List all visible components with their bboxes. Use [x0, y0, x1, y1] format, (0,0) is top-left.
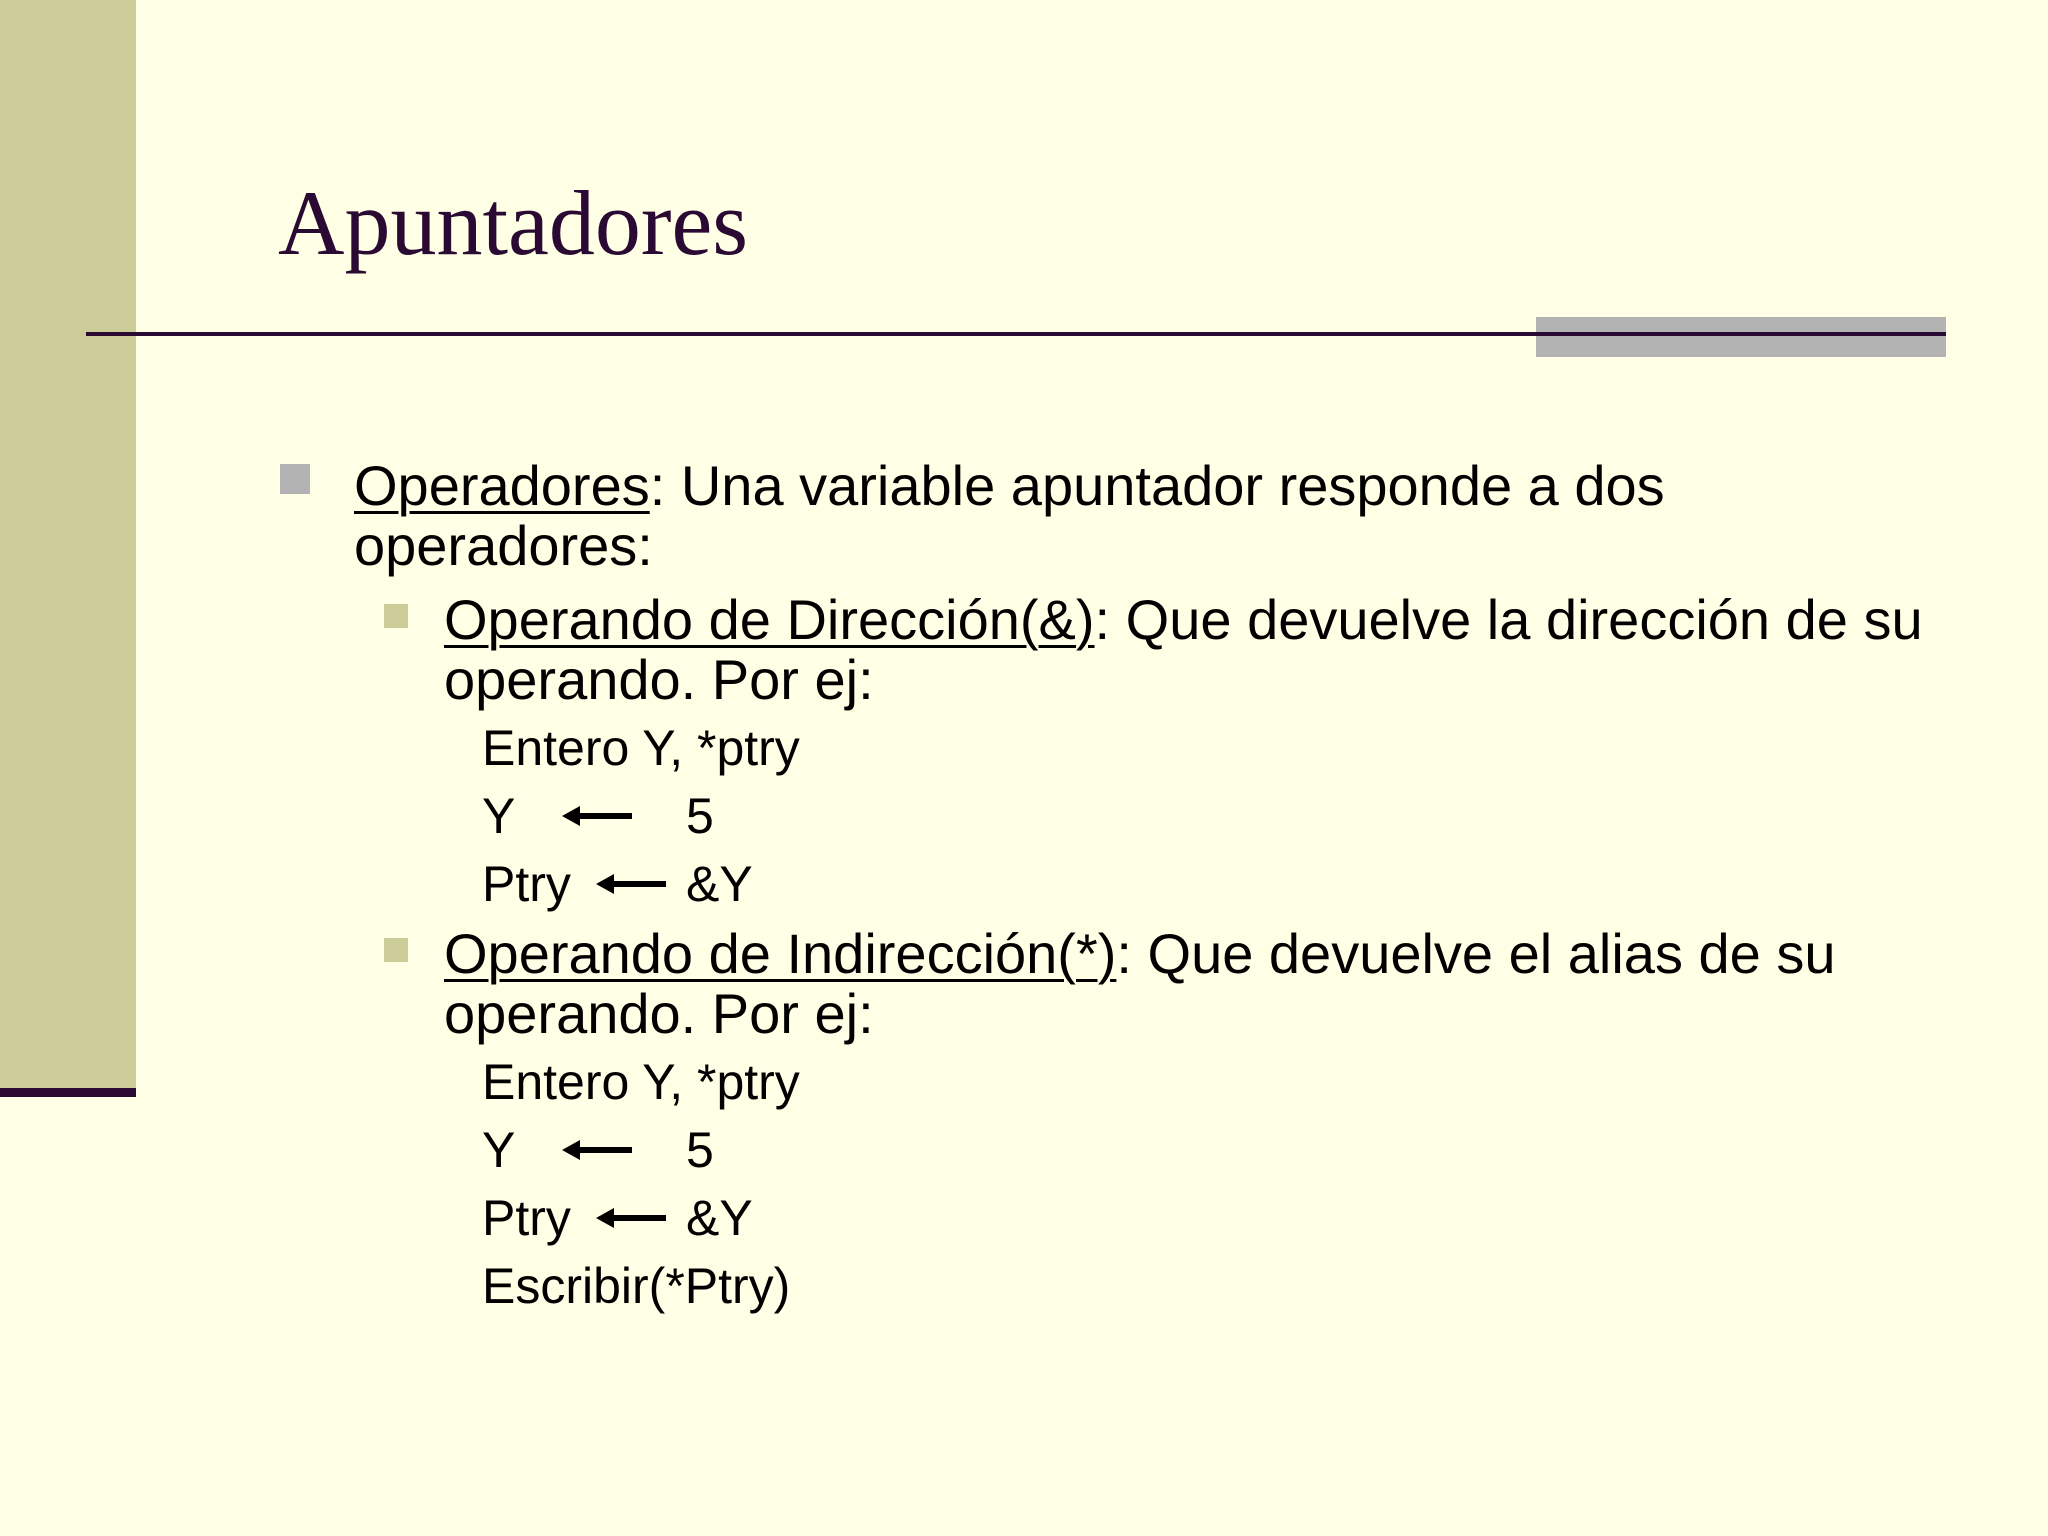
code-var: Ptry — [482, 1190, 571, 1246]
code-line: Entero Y, *ptry — [482, 720, 800, 776]
code-line: Entero Y, *ptry — [482, 1054, 800, 1110]
code-value: &Y — [686, 1190, 753, 1246]
code-value: &Y — [686, 856, 753, 912]
bullet-operadores-text: : Una variable apuntador responde a dos — [649, 454, 1665, 517]
sub-bullet-direccion — [444, 590, 1923, 650]
code-var: Y — [482, 788, 516, 844]
term-direccion: Operando de Dirección(&) — [444, 588, 1095, 651]
code-var: Ptry — [482, 856, 571, 912]
square-bullet-icon — [280, 464, 310, 494]
left-arrow-icon — [596, 872, 666, 896]
slide-title: Apuntadores — [278, 172, 749, 274]
sub-bullet-indireccion — [444, 924, 1836, 984]
square-bullet-icon — [384, 938, 408, 962]
sub-bullet-direccion-line2: operando. Por ej: — [444, 648, 874, 711]
sub-bullet-indireccion-line2: operando. Por ej: — [444, 982, 874, 1045]
term-indireccion: Operando de Indirección(*) — [444, 922, 1117, 985]
square-bullet-icon — [384, 604, 408, 628]
bullet-operadores-line2: operadores: — [354, 514, 653, 577]
code-var: Y — [482, 1122, 516, 1178]
term-operadores: Operadores — [354, 454, 650, 517]
code-value: 5 — [686, 788, 714, 844]
sub-bullet-indireccion-text: : Que devuelve el alias de su — [1116, 922, 1836, 985]
code-value: 5 — [686, 1122, 714, 1178]
sub-bullet-direccion-text: : Que devuelve la dirección de su — [1094, 588, 1923, 651]
left-arrow-icon — [562, 1138, 632, 1162]
left-arrow-icon — [596, 1206, 666, 1230]
left-arrow-icon — [562, 804, 632, 828]
code-line: Escribir(*Ptry) — [482, 1258, 791, 1314]
bullet-operadores — [354, 456, 1665, 516]
